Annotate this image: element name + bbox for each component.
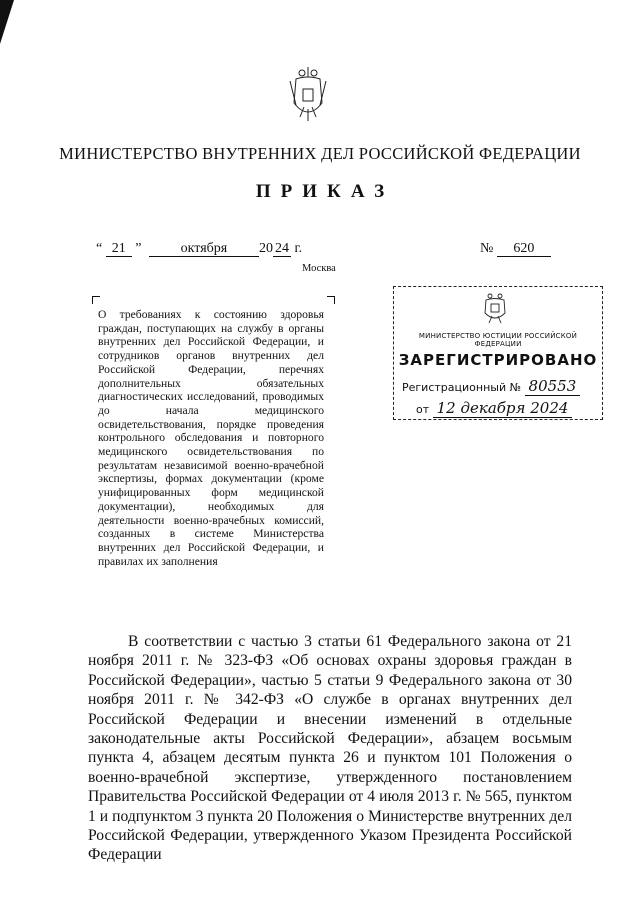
stamp-date bbox=[416, 399, 572, 417]
stamp-reg-number: 80553 bbox=[525, 377, 581, 396]
order-number bbox=[480, 241, 551, 257]
order-number-label: № bbox=[480, 241, 494, 256]
order-month: октября bbox=[149, 242, 259, 257]
stamp-registration bbox=[402, 377, 580, 395]
registration-stamp bbox=[393, 286, 603, 420]
order-year-suffix: 24 bbox=[274, 241, 289, 256]
order-subject: О требованиях к состоянию здоровья граждан, поступающих на службу в органы внутренних дел Российской Федерации, и сотрудников органов внутренних дел Российской Федерации, перечнях дополнительных обязательных диагностических исследований, проводимых до начала медицинского освидетельствования, порядке проведения контрольного обследования и повторного медицинского освидетельствования по результатам независимой военно-врачебной экспертизы, формах документации (кроме унифицированных форм медицинской документации), необходимых для деятельности военно-врачебных комиссий, созданных в системе Министерства внутренних дел Российской Федерации, и правилах их заполнения bbox=[98, 308, 324, 568]
stamp-date-label: от bbox=[416, 403, 430, 416]
ministry-name: МИНИСТЕРСТВО ВНУТРЕННИХ ДЕЛ РОССИЙСКОЙ ФЕДЕРАЦИИ bbox=[59, 144, 581, 163]
order-year-prefix: 20 bbox=[258, 241, 273, 256]
stamp-emblem-icon bbox=[480, 291, 510, 327]
stamp-status: ЗАРЕГИСТРИРОВАНО bbox=[398, 351, 598, 369]
coat-of-arms-icon bbox=[288, 63, 328, 133]
order-body: В соответствии с частью 3 статьи 61 Федерального закона от 21 ноября 2011 г. № 323-ФЗ «Об основах охраны здоровья граждан в Российской Федерации», частью 5 статьи 9 Федерального закона от 30 ноября 2011 г. № 342-ФЗ «О службе в органах внутренних дел Российской Федерации и внесении изменений в отдельные законодательные акты Российской Федерации», абзацем восьмым пункта 4, абзацем десятым пункта 26 и пунктом 101 Положения о военно-врачебной экспертизе, утвержденного постановлением Правительства Российской Федерации от 4 июля 2013 г. № 565, пунктом 1 и подпунктом 3 пункта 20 Положения о Министерстве внутренних дел Российской Федерации, утвержденного Указом Президента Российской Федерации bbox=[88, 633, 572, 864]
subject-bracket-left bbox=[92, 296, 100, 304]
stamp-date-value: 12 декабря 2024 bbox=[433, 399, 573, 418]
order-year-abbr: г. bbox=[294, 241, 303, 256]
order-day: 21 bbox=[106, 242, 132, 257]
stamp-reg-label: Регистрационный № bbox=[402, 381, 522, 394]
document-title: ПРИКАЗ bbox=[255, 181, 395, 202]
order-number-value: 620 bbox=[497, 242, 551, 257]
date-quote-close: ” bbox=[135, 241, 142, 256]
subject-bracket-right bbox=[327, 296, 335, 304]
stamp-ministry: МИНИСТЕРСТВО ЮСТИЦИИ РОССИЙСКОЙ ФЕДЕРАЦИИ bbox=[418, 332, 578, 348]
page-corner-mark bbox=[0, 0, 14, 44]
order-city: Москва bbox=[302, 263, 336, 274]
date-quote-open: “ bbox=[96, 241, 103, 256]
order-date bbox=[96, 241, 302, 257]
